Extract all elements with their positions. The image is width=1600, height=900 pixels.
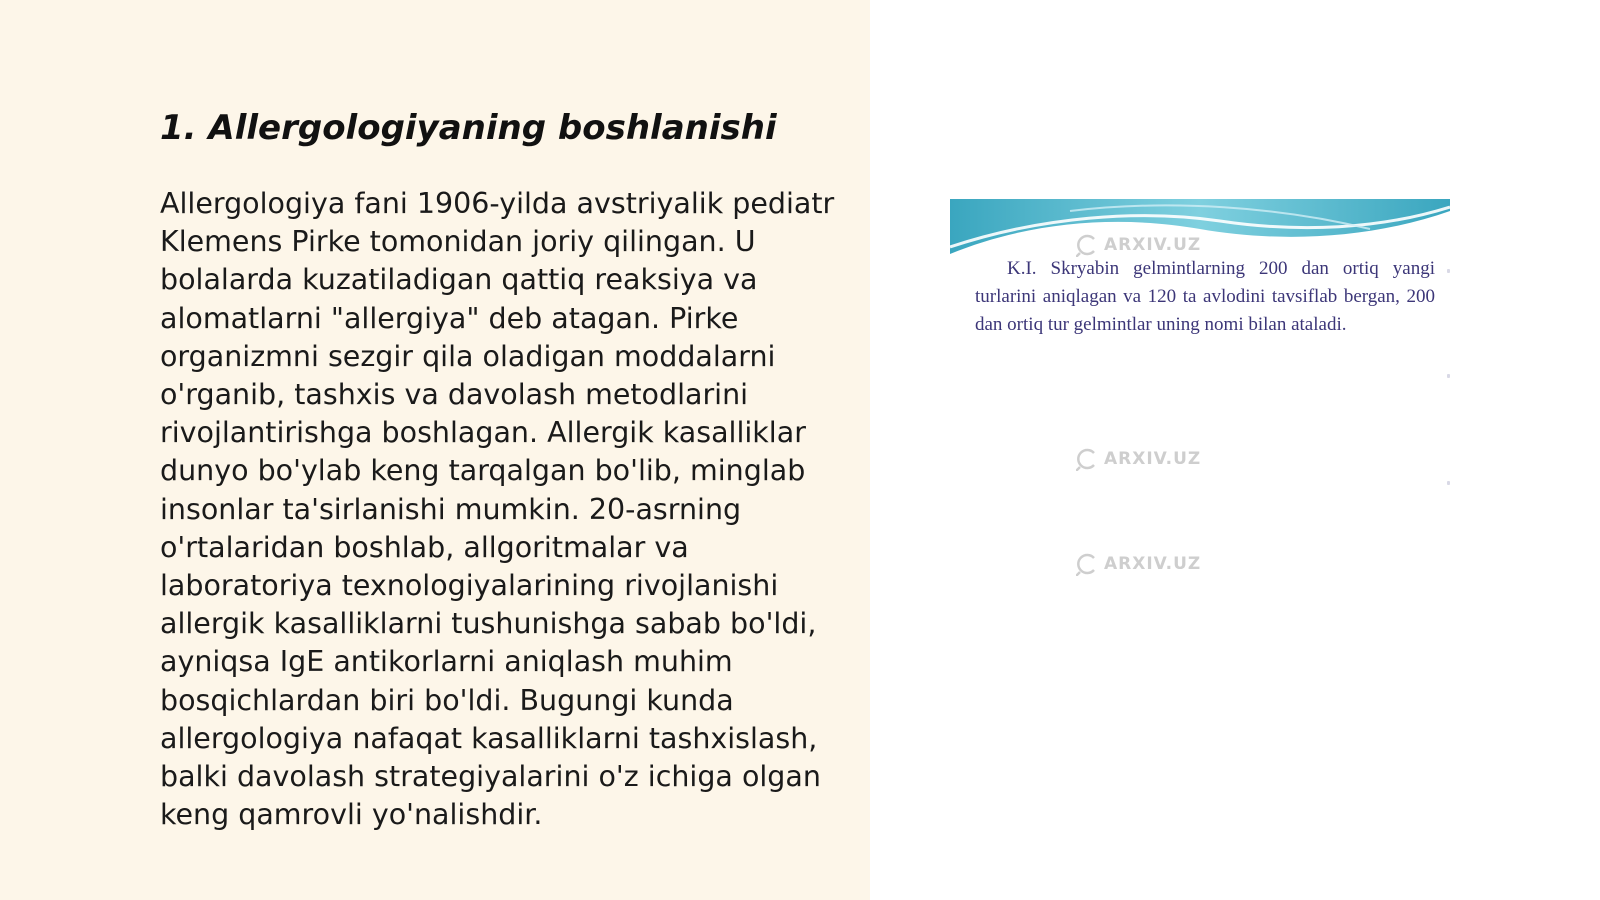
edge-mark — [1447, 481, 1450, 485]
magnifier-icon — [1076, 552, 1100, 576]
magnifier-icon — [1076, 447, 1100, 471]
edge-mark — [1447, 374, 1450, 378]
watermark-text: ARXIV.UZ — [1104, 449, 1202, 469]
watermark — [1076, 447, 1201, 471]
book-excerpt-image — [950, 199, 1450, 577]
slide-body-text: Allergologiya fani 1906-yilda avstriyalik pediatr Klemens Pirke tomonidan joriy qilingan. U bolalarda kuzatiladigan qattiq reaksiya va alomatlarni "allergiya" deb atagan. Pirke organizmni sezgir qila oladigan moddalarni o'rganib, tashxis va davolash metodlarini rivojlantirishga boshlagan. Allergik kasalliklar dunyo bo'ylab keng tarqalgan bo'lib, minglab insonlar ta'sirlanishi mumkin. 20-asrning o'rtalaridan boshlab, allgoritmalar va laboratoriya texnologiyalarining rivojlanishi allergik kasalliklarni tushunishga sabab bo'ldi, ayniqsa IgE antikorlarni aniqlash muhim bosqichlardan biri bo'ldi. Bugungi kunda allergologiya nafaqat kasalliklarni tashxislash, balki davolash strategiyalarini o'z ichiga olgan keng qamrovli yo'nalishdir. — [160, 187, 835, 832]
excerpt-text: K.I. Skryabin gelmintlarning 200 dan ortiq yangi turlarini aniqlagan va 120 ta avlodini tavsiflab bergan, 200 dan ortiq tur gelmintlar uning nomi bilan ataladi. — [975, 258, 1435, 335]
magnifier-icon — [1076, 233, 1100, 257]
watermark-text: ARXIV.UZ — [1104, 554, 1202, 574]
watermark — [1076, 233, 1201, 257]
slide-title: 1. Allergologiyaning boshlanishi — [160, 108, 777, 148]
watermark — [1076, 552, 1201, 576]
watermark-text: ARXIV.UZ — [1104, 235, 1202, 255]
edge-mark — [1447, 269, 1450, 273]
